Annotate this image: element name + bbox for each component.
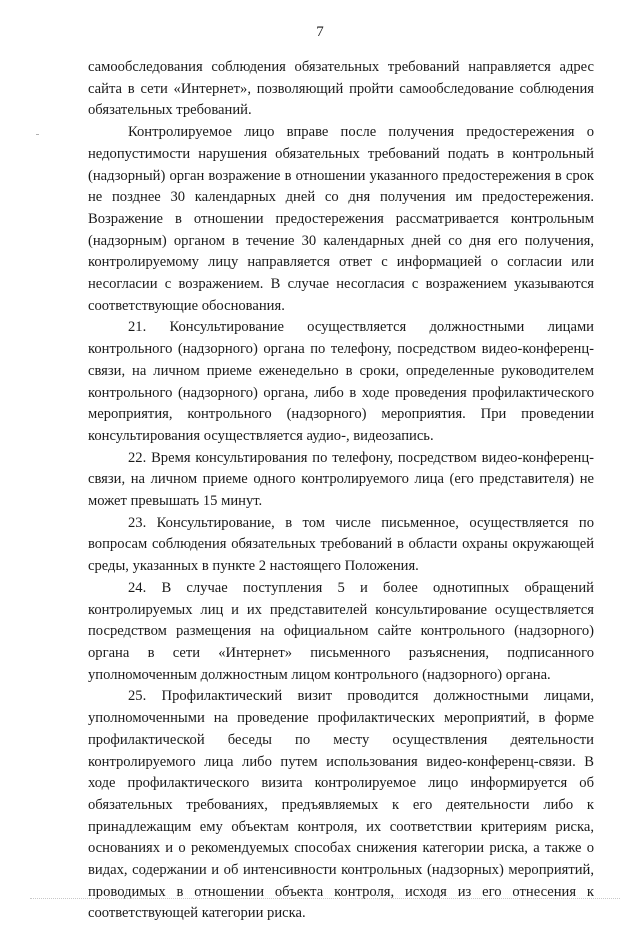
- paragraph-self-assessment: самообследования соблюдения обязательных требований направляется адрес сайта в сети «Интернет», позволяющий пройти самообследование соблюдения обязательных требований.: [88, 59, 594, 119]
- paragraph-23-consulting-topics: 23. Консультирование, в том числе письменное, осуществляется по вопросам соблюдения обязательных требований в области охраны окружающей среды, указанных в пункте 2 настоящего Положения.: [88, 514, 594, 575]
- page-number: 7: [316, 24, 324, 40]
- scan-noise-footer: [30, 894, 620, 899]
- document-body: [88, 57, 594, 925]
- paragraph-objection: Контролируемое лицо вправе после получения предостережения о недопустимости нарушения обязательных требований подать в контрольный (надзорный) орган возражение в отношении указанного предостережения в срок не позднее 30 календарных дней со дня получения им предостережения. Возражение в отношении предостережения рассматривается контрольным (надзорным) органом в течение 30 календарных дней со дня его получения, контролируемому лицу направляется ответ с информацией о согласии или несогласии с возражением. В случае несогласия с возражением указываются соответствующие обоснования.: [88, 124, 594, 314]
- paragraph-24-repeated-requests: 24. В случае поступления 5 и более однотипных обращений контролируемых лиц и их представителей консультирование осуществляется посредством размещения на официальном сайте контрольного (надзорного) органа в сети «Интернет» письменного разъяснения, подписанного уполномоченным должностным лицом контрольного (надзорного) органа.: [88, 579, 594, 683]
- paragraph-25-preventive-visit: 25. Профилактический визит проводится должностными лицами, уполномоченными на проведение профилактических мероприятий, в форме профилактической беседы по месту осуществления деятельности контролируемого лица либо путем использования видео-конференц-связи. В ходе профилактического визита контролируемое лицо информируется об обязательных требованиях, предъявляемых к его деятельности либо к принадлежащим ему объектам контроля, их соответствии критериям риска, основаниях и о рекомендуемых способах снижения категории риска, а также о видах, содержании и об интенсивности контрольных (надзорных) мероприятий, проводимых в отношении объекта контроля, исходя из его отнесения к соответствующей категории риска.: [88, 688, 594, 922]
- scan-mark: [36, 134, 39, 135]
- paragraph-21-consulting: 21. Консультирование осуществляется должностными лицами контрольного (надзорного) органа по телефону, посредством видео-конференц-связи, на личном приеме еженедельно в сроки, определенные руководителем контрольного (надзорного) органа, либо в ходе проведения профилактического мероприятия, контрольного (надзорного) мероприятия. При проведении консультирования осуществляется аудио-, видеозапись.: [88, 319, 594, 444]
- paragraph-22-consulting-time: 22. Время консультирования по телефону, посредством видео-конференц-связи, на личном приеме одного контролируемого лица (его представителя) не может превышать 15 минут.: [88, 449, 594, 510]
